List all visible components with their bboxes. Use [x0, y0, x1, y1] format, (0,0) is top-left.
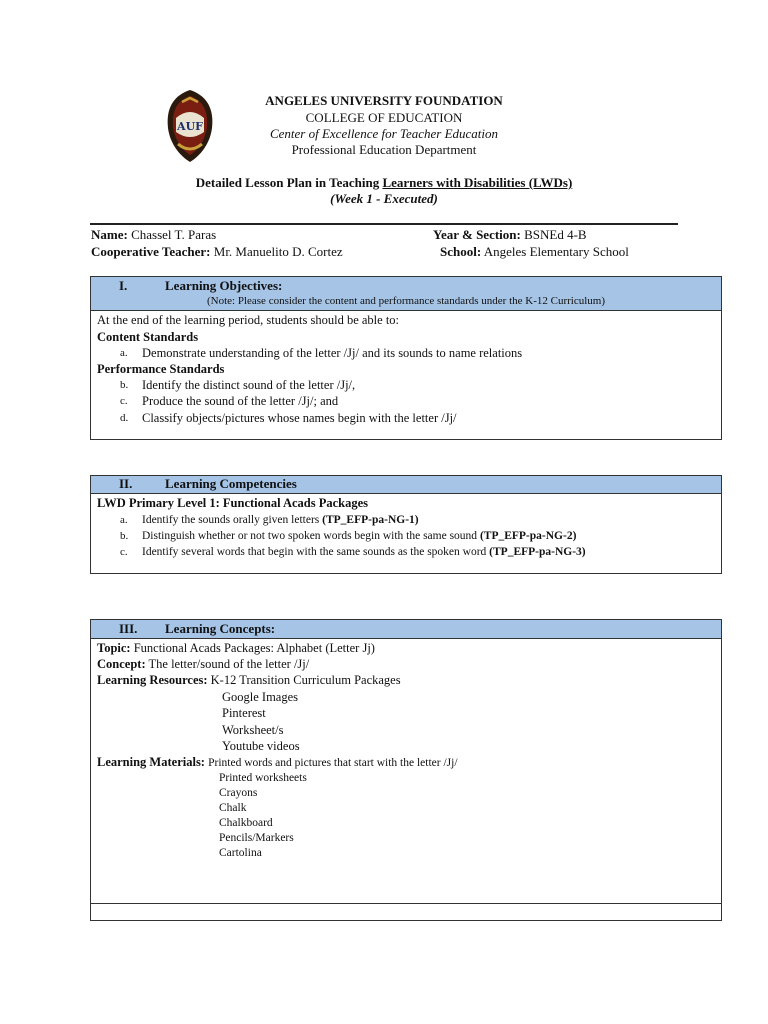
title-prefix: Detailed Lesson Plan in Teaching	[195, 175, 383, 190]
learning-competencies-section	[90, 475, 722, 574]
competency-a	[142, 512, 419, 528]
material-item: Crayons	[219, 787, 258, 799]
objective-c: Produce the sound of the letter /Jj/; and	[142, 394, 339, 408]
school-label: School:	[440, 244, 482, 259]
section-header	[91, 620, 721, 639]
year-section-value: BSNEd 4-B	[524, 227, 587, 242]
section-number: III.	[119, 621, 138, 636]
title-subject: Learners with Disabilities (LWDs)	[382, 175, 573, 190]
section-title: Learning Competencies	[165, 476, 297, 491]
competency-code: (TP_EFP-pa-NG-1)	[322, 514, 419, 526]
intro-text: At the end of the learning period, students should be able to:	[97, 313, 400, 327]
year-section-field	[433, 227, 587, 243]
section-header	[91, 277, 721, 311]
learning-concepts-section	[90, 619, 722, 921]
list-marker: a.	[120, 514, 128, 526]
concept-line	[97, 656, 309, 672]
material-item: Printed words and pictures that start with the letter /Jj/	[208, 757, 458, 769]
materials-line	[97, 754, 458, 771]
college-name: COLLEGE OF EDUCATION	[305, 110, 463, 125]
material-item: Chalkboard	[219, 817, 273, 829]
header-divider	[90, 223, 678, 225]
logo-text: AUF	[177, 120, 203, 133]
list-marker: c.	[120, 395, 128, 407]
resource-item: Google Images	[222, 690, 299, 704]
section-header	[91, 476, 721, 494]
list-marker: c.	[120, 546, 128, 558]
document-title	[100, 175, 668, 191]
material-item: Chalk	[219, 802, 247, 814]
material-item: Printed worksheets	[219, 772, 307, 784]
concept-value: The letter/sound of the letter /Jj/	[145, 657, 310, 671]
name-field	[91, 227, 216, 243]
content-standards-heading: Content Standards	[97, 330, 199, 344]
objective-d: Classify objects/pictures whose names begin with the letter /Jj/	[142, 411, 457, 425]
material-item: Cartolina	[219, 847, 262, 859]
section-number: II.	[119, 476, 133, 491]
competency-b	[142, 528, 576, 544]
university-name: ANGELES UNIVERSITY FOUNDATION	[265, 93, 503, 108]
objective-b: Identify the distinct sound of the letter /Jj/,	[142, 378, 356, 392]
list-marker: b.	[120, 379, 129, 391]
year-section-label: Year & Section:	[433, 227, 521, 242]
list-marker: b.	[120, 530, 129, 542]
competency-code: (TP_EFP-pa-NG-3)	[489, 546, 586, 558]
week-label: (Week 1 - Executed)	[330, 191, 438, 206]
material-item: Pencils/Markers	[219, 832, 294, 844]
competency-code: (TP_EFP-pa-NG-2)	[479, 530, 577, 542]
resource-item: K-12 Transition Curriculum Packages	[210, 673, 401, 687]
competency-text: Identify the sounds orally given letters	[142, 514, 323, 526]
topic-label: Topic:	[97, 641, 131, 655]
resources-line	[97, 672, 401, 688]
section-footer-rule	[91, 903, 721, 904]
resource-item: Youtube videos	[222, 739, 300, 753]
materials-label: Learning Materials:	[97, 755, 205, 769]
topic-value: Functional Acads Packages: Alphabet (Letter Jj)	[130, 641, 375, 655]
section-title: Learning Objectives:	[165, 278, 283, 293]
competency-text: Identify several words that begin with the same sounds as the spoken word	[142, 546, 490, 558]
resource-item: Pinterest	[222, 706, 266, 720]
school-value: Angeles Elementary School	[483, 244, 629, 259]
concept-label: Concept:	[97, 657, 146, 671]
name-label: Name:	[91, 227, 128, 242]
name-value: Chassel T. Paras	[131, 227, 217, 242]
cooperative-teacher-value: Mr. Manuelito D. Cortez	[213, 244, 343, 259]
cooperative-teacher-field	[91, 244, 343, 260]
section-number: I.	[119, 278, 128, 293]
school-field	[440, 244, 629, 260]
performance-standards-heading: Performance Standards	[97, 362, 225, 376]
resource-item: Worksheet/s	[222, 723, 284, 737]
cooperative-teacher-label: Cooperative Teacher:	[91, 244, 211, 259]
objective-a: Demonstrate understanding of the letter /Jj/ and its sounds to name relations	[142, 346, 523, 360]
competency-text: Distinguish whether or not two spoken words begin with the same sound	[142, 530, 480, 542]
department-name: Professional Education Department	[291, 142, 477, 157]
center-name: Center of Excellence for Teacher Education	[269, 126, 499, 141]
learning-objectives-section	[90, 276, 722, 440]
list-marker: d.	[120, 412, 129, 424]
section-title: Learning Concepts:	[165, 621, 276, 636]
topic-line	[97, 640, 375, 656]
section-note: (Note: Please consider the content and performance standards under the K-12 Curriculum)	[206, 295, 605, 307]
list-marker: a.	[120, 347, 128, 359]
competencies-heading: LWD Primary Level 1: Functional Acads Packages	[97, 496, 369, 510]
competency-c	[142, 544, 586, 560]
resources-label: Learning Resources:	[97, 673, 208, 687]
